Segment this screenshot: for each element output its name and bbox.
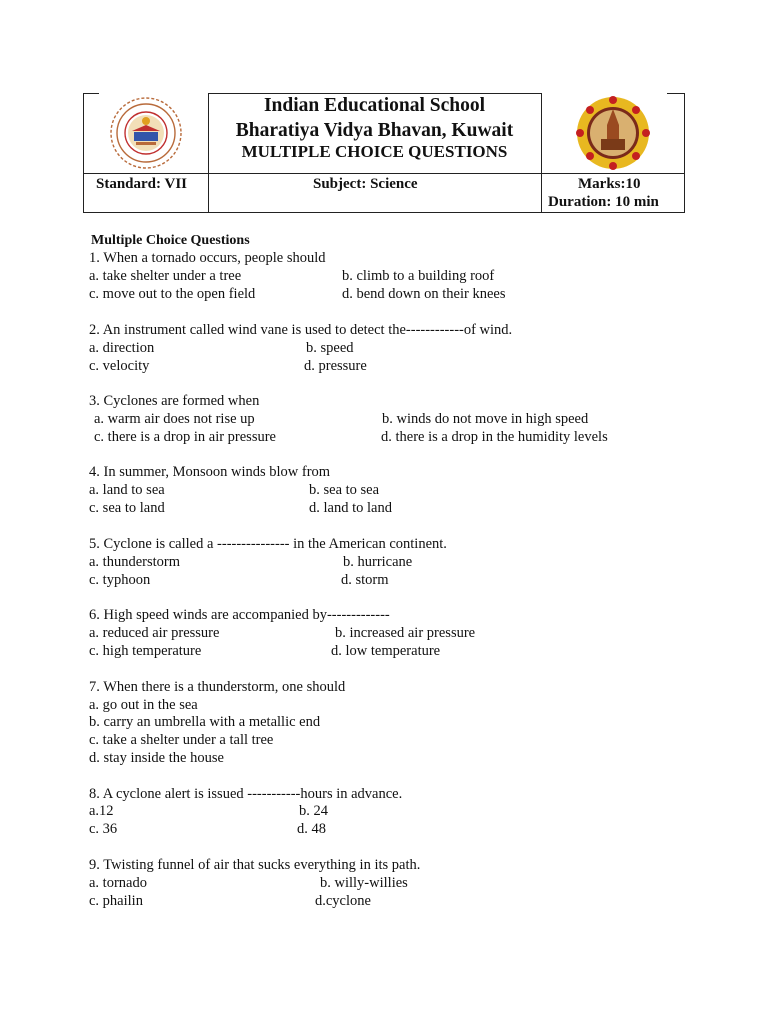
question-text: 5. Cyclone is called a --------------- in the American continent. (89, 536, 447, 552)
school-subtitle: Bharatiya Vidya Bhavan, Kuwait (235, 120, 514, 141)
option-a: a. take shelter under a tree (89, 268, 242, 284)
school-name: Indian Educational School (263, 95, 486, 116)
question-text: 7. When there is a thunderstorm, one should (89, 679, 346, 695)
option-b: b. sea to sea (309, 482, 380, 498)
question-text: 4. In summer, Monsoon winds blow from (89, 464, 331, 480)
option-d: d. pressure (304, 358, 367, 374)
option-a: a. thunderstorm (89, 554, 181, 570)
option-b: b. speed (306, 340, 354, 356)
question-text: 1. When a tornado occurs, people should (89, 250, 326, 266)
option-d: d. 48 (297, 821, 326, 837)
option-c: c. velocity (89, 358, 150, 374)
subject-label: Subject: Science (313, 176, 418, 192)
standard-label: Standard: VII (96, 176, 188, 192)
option-a: a. go out in the sea (89, 697, 198, 713)
question-text: 3. Cyclones are formed when (89, 393, 260, 409)
duration-label: Duration: 10 min (548, 194, 659, 210)
option-a: a. direction (89, 340, 155, 356)
option-c: c. 36 (89, 821, 118, 837)
option-c: c. sea to land (89, 500, 165, 516)
question-text: 9. Twisting funnel of air that sucks everything in its path. (89, 857, 421, 873)
question-text: 2. An instrument called wind vane is used to detect the------------of wind. (89, 322, 513, 338)
option-b: b. hurricane (343, 554, 413, 570)
option-b: b. willy-willies (320, 875, 408, 891)
option-a: a. land to sea (89, 482, 165, 498)
option-c: c. there is a drop in air pressure (94, 429, 276, 445)
option-d: d. bend down on their knees (342, 286, 506, 302)
option-c: c. phailin (89, 893, 143, 909)
option-a: a. warm air does not rise up (94, 411, 255, 427)
option-d: d.cyclone (315, 893, 371, 909)
option-b: b. 24 (299, 803, 328, 819)
option-c: c. typhoon (89, 572, 151, 588)
option-a: a. tornado (89, 875, 147, 891)
question-text: 8. A cyclone alert is issued -----------hours in advance. (89, 786, 403, 802)
option-a: a. reduced air pressure (89, 625, 220, 641)
option-b: b. increased air pressure (335, 625, 476, 641)
option-b: b. carry an umbrella with a metallic end (89, 714, 321, 730)
option-a: a.12 (89, 803, 114, 819)
option-d: d. storm (341, 572, 389, 588)
document-title: MULTIPLE CHOICE QUESTIONS (241, 142, 508, 161)
option-d: d. there is a drop in the humidity levels (381, 429, 608, 445)
option-d: d. stay inside the house (89, 750, 224, 766)
section-title: Multiple Choice Questions (91, 233, 250, 248)
option-c: c. high temperature (89, 643, 202, 659)
option-c: c. take a shelter under a tall tree (89, 732, 274, 748)
option-b: b. climb to a building roof (342, 268, 495, 284)
option-d: d. land to land (309, 500, 392, 516)
option-b: b. winds do not move in high speed (382, 411, 589, 427)
option-c: c. move out to the open field (89, 286, 256, 302)
marks-label: Marks:10 (578, 176, 641, 192)
question-text: 6. High speed winds are accompanied by------------- (89, 607, 390, 623)
option-d: d. low temperature (331, 643, 441, 659)
